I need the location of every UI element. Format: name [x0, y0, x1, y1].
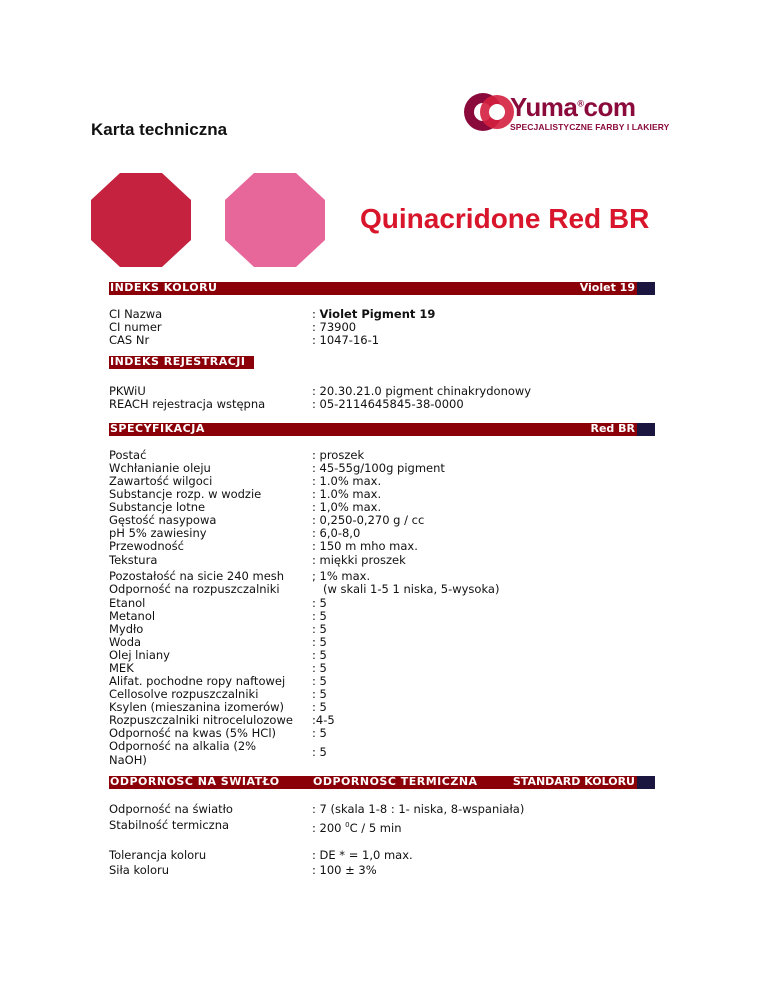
label: Alifat. pochodne ropy naftowej	[109, 674, 286, 688]
value: : 5	[312, 687, 327, 701]
value: : 5	[312, 661, 327, 675]
section-header-odpornosc	[109, 776, 655, 789]
value: : 5	[312, 622, 327, 636]
value: (w skali 1-5 1 niska, 5-wysoka)	[312, 582, 500, 596]
header-odpornosc-na-swiatlo: ODPORNOŚĆ NA ŚWIATŁO	[110, 775, 280, 788]
header-odpornosc-termiczna: ODPORNOŚĆ TERMICZNA	[313, 775, 478, 788]
value: : miękki proszek	[312, 553, 406, 567]
label: pH 5% zawiesiny	[109, 526, 207, 540]
section-header-specyfikacja	[109, 423, 655, 436]
value: : 5	[312, 609, 327, 623]
value: : 5	[312, 635, 327, 649]
label: Woda	[109, 635, 142, 649]
value: : 5	[312, 596, 327, 610]
label: NaOH)	[109, 753, 147, 767]
value: : 5	[312, 726, 327, 740]
value: : 20.30.21.0 pigment chinakrydonowy	[312, 384, 532, 398]
label: Odporność na alkalia (2%	[109, 739, 257, 753]
value: : 05-2114645845-38-0000	[312, 397, 464, 411]
label: Metanol	[109, 609, 156, 623]
section-header-label: INDEKS REJESTRACJI	[110, 355, 246, 368]
label: Siła koloru	[109, 863, 169, 877]
label: Etanol	[109, 596, 146, 610]
value: : 5	[312, 745, 327, 759]
logo-wordmark: Yuma®com	[510, 92, 636, 122]
label: Pozostałość na sicie 240 mesh	[109, 569, 285, 583]
section-header-indeks-rejestracji	[109, 356, 254, 369]
label: Olej lniany	[109, 648, 170, 662]
section-header-right-label: Violet 19	[579, 281, 635, 294]
value: : DE * = 1,0 max.	[312, 848, 413, 862]
label: Gęstość nasypowa	[109, 513, 217, 527]
value: : 5	[312, 648, 327, 662]
label: Substancje rozp. w wodzie	[109, 487, 262, 501]
value: : 1,0% max.	[312, 500, 382, 514]
label: CAS Nr	[109, 333, 150, 347]
value: : 1.0% max.	[312, 487, 382, 501]
label: PKWiU	[109, 384, 146, 398]
label: Wchłanianie oleju	[109, 461, 211, 475]
label: REACH rejestracja wstępna	[109, 397, 266, 411]
value: : proszek	[312, 448, 365, 462]
label: Ksylen (mieszanina izomerów)	[109, 700, 285, 714]
label: Tekstura	[109, 553, 158, 567]
label: Stabilność termiczna	[109, 818, 230, 832]
value: : 1047-16-1	[312, 333, 380, 347]
section-header-indeks-koloru	[109, 282, 655, 295]
section-header-label: SPECYFIKACJA	[110, 422, 205, 435]
value: : 73900	[312, 320, 357, 334]
section-header-right-label: Red BR	[590, 422, 635, 435]
label: Zawartość wilgoci	[109, 474, 213, 488]
label: Przewodność	[109, 539, 184, 553]
value: : 5	[312, 674, 327, 688]
light-color-swatch	[225, 173, 325, 267]
value: :4-5	[312, 713, 335, 727]
label: Rozpuszczalniki nitrocelulozowe	[109, 713, 293, 727]
label: Odporność na światło	[109, 802, 233, 816]
value: : 200 $^0$C / 5 min	[312, 820, 402, 835]
value: : 7 (skala 1-8 : 1- niska, 8-wspaniała)	[312, 802, 525, 816]
value: : Violet Pigment 19	[312, 307, 436, 321]
value: : 100 ± 3%	[312, 863, 377, 877]
value: : 5	[312, 700, 327, 714]
value: : 1.0% max.	[312, 474, 382, 488]
label: CI numer	[109, 320, 162, 334]
value: : 45-55g/100g pigment	[312, 461, 445, 475]
header-standard-koloru: STANDARD KOLORU	[512, 775, 635, 788]
label: Substancje lotne	[109, 500, 206, 514]
value: : 150 m mho max.	[312, 539, 418, 553]
label: Postać	[109, 448, 147, 462]
label: Mydło	[109, 622, 144, 636]
label: Cellosolve rozpuszczalniki	[109, 687, 259, 701]
label: Tolerancja koloru	[109, 848, 207, 862]
label: Odporność na kwas (5% HCl)	[109, 726, 277, 740]
label: Odporność na rozpuszczalniki	[109, 582, 280, 596]
product-name: Quinacridone Red BR	[360, 203, 650, 234]
value: : 0,250-0,270 g / cc	[312, 513, 425, 527]
section-header-label: INDEKS KOLORU	[110, 281, 218, 294]
value: : 6,0-8,0	[312, 526, 361, 540]
label: MEK	[109, 661, 134, 675]
logo-tagline: SPECJALISTYCZNE FARBY I LAKIERY	[510, 122, 670, 132]
value: ; 1% max.	[312, 569, 371, 583]
document-title: Karta techniczna	[91, 120, 228, 139]
label: CI Nazwa	[109, 307, 163, 321]
dark-color-swatch	[91, 173, 191, 267]
